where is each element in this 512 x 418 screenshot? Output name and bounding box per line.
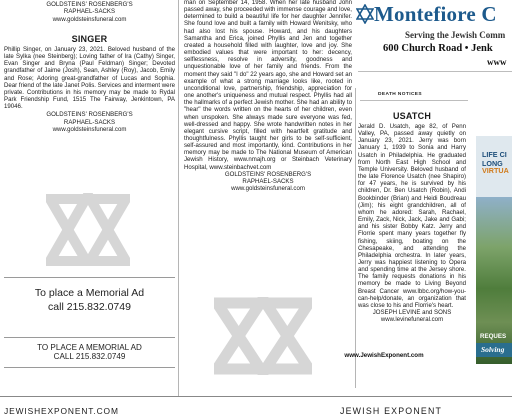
ad-request-text: REQUES (480, 333, 507, 340)
funeral-home-url: www.goldsteinsfuneral.com (52, 125, 127, 133)
obituary-name-singer: SINGER (71, 33, 108, 44)
memorial-ad-phone: call 215.832.0749 (48, 300, 131, 313)
column-divider (178, 0, 179, 396)
footer-left: JEWISHEXPONENT.COM (4, 406, 119, 416)
star-of-david-icon (214, 297, 312, 375)
divider (4, 367, 175, 368)
footer-rule (0, 396, 512, 397)
ad-tagline-bar (476, 343, 512, 357)
funeral-home-name: GOLDSTEINS' ROSENBERG'S (224, 170, 312, 178)
footer-right: JEWISH EXPONENT (340, 406, 443, 416)
memorial-ad-text (4, 287, 175, 314)
star-of-david-icon (356, 4, 374, 24)
obituary-text-continued: man on September 14, 1958. When her late husband John passed away, she proceeded with immense courage and love, determined to build a beautiful life for her daughter Jennifer. She found love and built a family with Howard Wenitsky, who had also lost his spouse. Howard, and his daughters Samantha and Erica, joined Phyllis and Jen and together created a household filled with laughter, love and joy. She embodied values that were important to her: decency, selflessness, resolve in adversity, goodness and unquestionable love of her family and friends. From the moment they said "I do" 22 years ago, she and Howard set an example of what a strong marriage looks like, rooted in unconditional love, partnership, friendship, appreciation for one another's uniqueness and mutual respect. Phyllis had all the hallmarks of a perfect Jewish mother. She had an ability to "hear" the words written on the hearts of her children, even when unspoken. She always made sure everyone was fed, well-dressed and happy. She wrote handwritten notes in her elegant cursive script, filled with heartfelt gratitude and thoughtfulness. Phyllis taught her girls to be self-sufficient, self-assured and most importantly, kind. Contributions in her memory may be made to The National Museum of American Jewish History, www.nmajh.org or Steinbach Veterinary Hospital, www.steinbachvet.com (184, 0, 352, 171)
divider (4, 277, 175, 278)
memorial-ad-text-small (4, 344, 175, 361)
montefiore-banner-title: Montefiore C (374, 2, 497, 26)
advertisement-panel[interactable] (476, 136, 512, 364)
divider (4, 337, 175, 338)
funeral-home-name: RAPHAEL-SACKS (63, 118, 116, 126)
ad-headline-line: LIFE CI (482, 150, 507, 159)
obituary-column-left (4, 0, 175, 133)
memorial-ad-line: To place a Memorial Ad (34, 287, 145, 299)
obituary-column-right (358, 111, 466, 324)
divider (358, 71, 512, 72)
funeral-home-name: RAPHAEL-SACKS (63, 8, 116, 16)
ad-headline-line: LONG (482, 159, 503, 168)
obituary-name-usatch: USATCH (392, 111, 432, 121)
montefiore-banner-tagline: Serving the Jewish Comm (405, 30, 506, 40)
star-of-david-icon (46, 193, 130, 266)
section-label-death-notices: DEATH NOTICES (377, 92, 423, 97)
funeral-home-name: GOLDSTEINS' ROSENBERG'S (46, 1, 133, 8)
montefiore-banner-url: www (487, 57, 507, 67)
funeral-home-url: www.levinefuneral.com (380, 316, 444, 324)
ad-tagline: Solving (481, 345, 505, 354)
jewish-exponent-link[interactable]: www.JewishExponent.com (344, 352, 424, 359)
memorial-ad-phone: CALL 215.832.0749 (53, 351, 126, 361)
funeral-home-name: JOSEPH LEVINE and SONS (372, 309, 452, 317)
funeral-home-name: GOLDSTEINS' ROSENBERG'S (46, 111, 133, 119)
funeral-home-url: www.goldsteinsfuneral.com (231, 185, 305, 193)
column-divider (355, 88, 356, 388)
funeral-home-name: RAPHAEL-SACKS (242, 178, 294, 186)
obituary-text-singer: Phillip Singer, on January 23, 2021. Beloved husband of the late Sylka (nee Steinberg); Loving father of Ira (Cathy) Singer, Evan Singer and Bryna (Paul Feldman) Singer; Devoted grandfather of Jaime (Josh), Sean, Ashley (Roy), Jacob, Emily and Rose; Adoring great-grandfather of Lucas and Sophia. Dear friend of the late Janet Polis. Services and interment were private. Contributions in his memory may be made to Rydal Park Friendship Fund, 1515 The Fairway, Jenkintown, PA 19046. (4, 45, 175, 111)
divider (360, 100, 468, 101)
memorial-ad-line: TO PLACE A MEMORIAL AD (37, 343, 142, 352)
montefiore-banner-address: 600 Church Road • Jenk (383, 43, 493, 54)
ad-subheadline: VIRTUA (482, 166, 509, 175)
funeral-home-url: www.goldsteinsfuneral.com (52, 15, 127, 23)
obituary-column-middle (184, 0, 352, 193)
obituary-text-usatch: Jerald D. Usatch, age 82, of Penn Valley, PA, passed away quietly on January 23, 2021. Jerry was born January 1, 1939 to Sonia and Harry Usatch in Philadelphia. He graduated from North East High School and Temple University. Beloved husband of the late Florence Usatch (nee Shapiro) for 47 years, he is survived by his children, Dr. Ben Usatch (Robin), Andi Bookbinder (Brian) and Heidi Boudreau (Jim); his eight grandchildren, all of whom he adored: Sarah, Rachael, Emily, Zack, Nick, Jack, Jake and Gabi; and his sister Bobby Katz. Jerry and Florrie spent many years together fly fishing, skiing, boating on the Chesapeake, and attending the Philadelphia orchestra. In later years, Jerry was happiest listening to Opera and spending time at the Jersey shore. The family requests donations in his memory be made to Living Beyond Breast Cancer www.lbbc.org/how-you-can-help/donate, an organization that was close to his and Florrie's heart. (358, 123, 466, 309)
